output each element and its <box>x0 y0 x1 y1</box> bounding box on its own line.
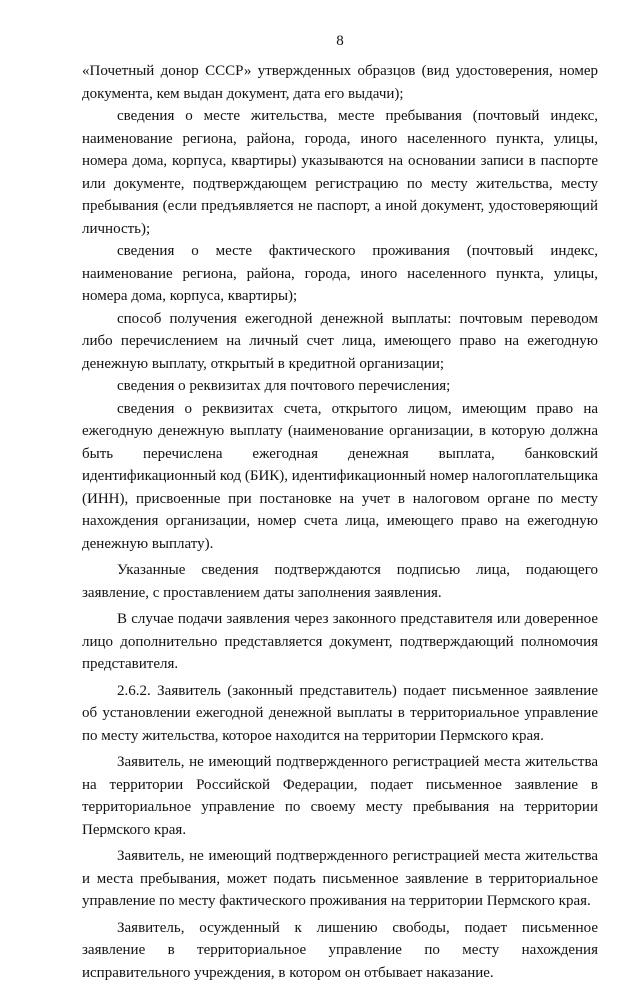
paragraph-representative: В случае подачи заявления через законного представителя или доверенное лицо дополнительно представляется документ, подтверждающий полномочия представителя. <box>82 608 598 676</box>
paragraph-no-registration-stay: Заявитель, не имеющий подтвержденного регистрацией места жительства и места пребывания, может подать письменное заявление в территориальное управление по месту фактического проживания на территории Пермского края. <box>82 845 598 913</box>
paragraph-postal-details: сведения о реквизитах для почтового перечисления; <box>82 375 598 398</box>
paragraph-actual-residence: сведения о месте фактического проживания (почтовый индекс, наименование региона, района, города, иного населенного пункта, улицы, номера дома, корпуса, квартиры); <box>82 240 598 308</box>
paragraph-signature-confirmation: Указанные сведения подтверждаются подписью лица, подающего заявление, с проставлением даты заполнения заявления. <box>82 559 598 604</box>
paragraph-account-details: сведения о реквизитах счета, открытого лицом, имеющим право на ежегодную денежную выплату (наименование организации, в которую должна быть перечислена ежегодная денежная выплата, банковский идентификационный код (БИК), идентификационный номер налогоплательщика (ИНН), присвоенные при постановке на учет в налоговом органе по месту нахождения организации, номер счета лица, имеющего право на ежегодную денежную выплату). <box>82 398 598 556</box>
paragraph-no-registration-rf: Заявитель, не имеющий подтвержденного регистрацией места жительства на территории Российской Федерации, подает письменное заявление в территориальное управление по своему месту пребывания на территории Пермского края. <box>82 751 598 841</box>
paragraph-convicted-applicant: Заявитель, осужденный к лишению свободы, подает письменное заявление в территориальное управление по месту нахождения исправительного учреждения, в котором он отбывает наказание. <box>82 917 598 984</box>
paragraph-donor-certificate: «Почетный донор СССР» утвержденных образцов (вид удостоверения, номер документа, кем выдан документ, дата его выдачи); <box>82 60 598 105</box>
document-body <box>82 60 598 984</box>
page-number: 8 <box>0 33 640 50</box>
paragraph-section-2-6-2: 2.6.2. Заявитель (законный представитель) подает письменное заявление об установлении ежегодной денежной выплаты в территориальное управление по месту жительства, которое находится на территории Пермского края. <box>82 680 598 748</box>
paragraph-residence-info: сведения о месте жительства, месте пребывания (почтовый индекс, наименование региона, района, города, иного населенного пункта, улицы, номера дома, корпуса, квартиры) указываются на основании записи в паспорте или документе, подтверждающем регистрацию по месту жительства, месту пребывания (если предъявляется не паспорт, а иной документ, удостоверяющий личность); <box>82 105 598 240</box>
paragraph-payment-method: способ получения ежегодной денежной выплаты: почтовым переводом либо перечислением на личный счет лица, имеющего право на ежегодную денежную выплату, открытый в кредитной организации; <box>82 308 598 376</box>
